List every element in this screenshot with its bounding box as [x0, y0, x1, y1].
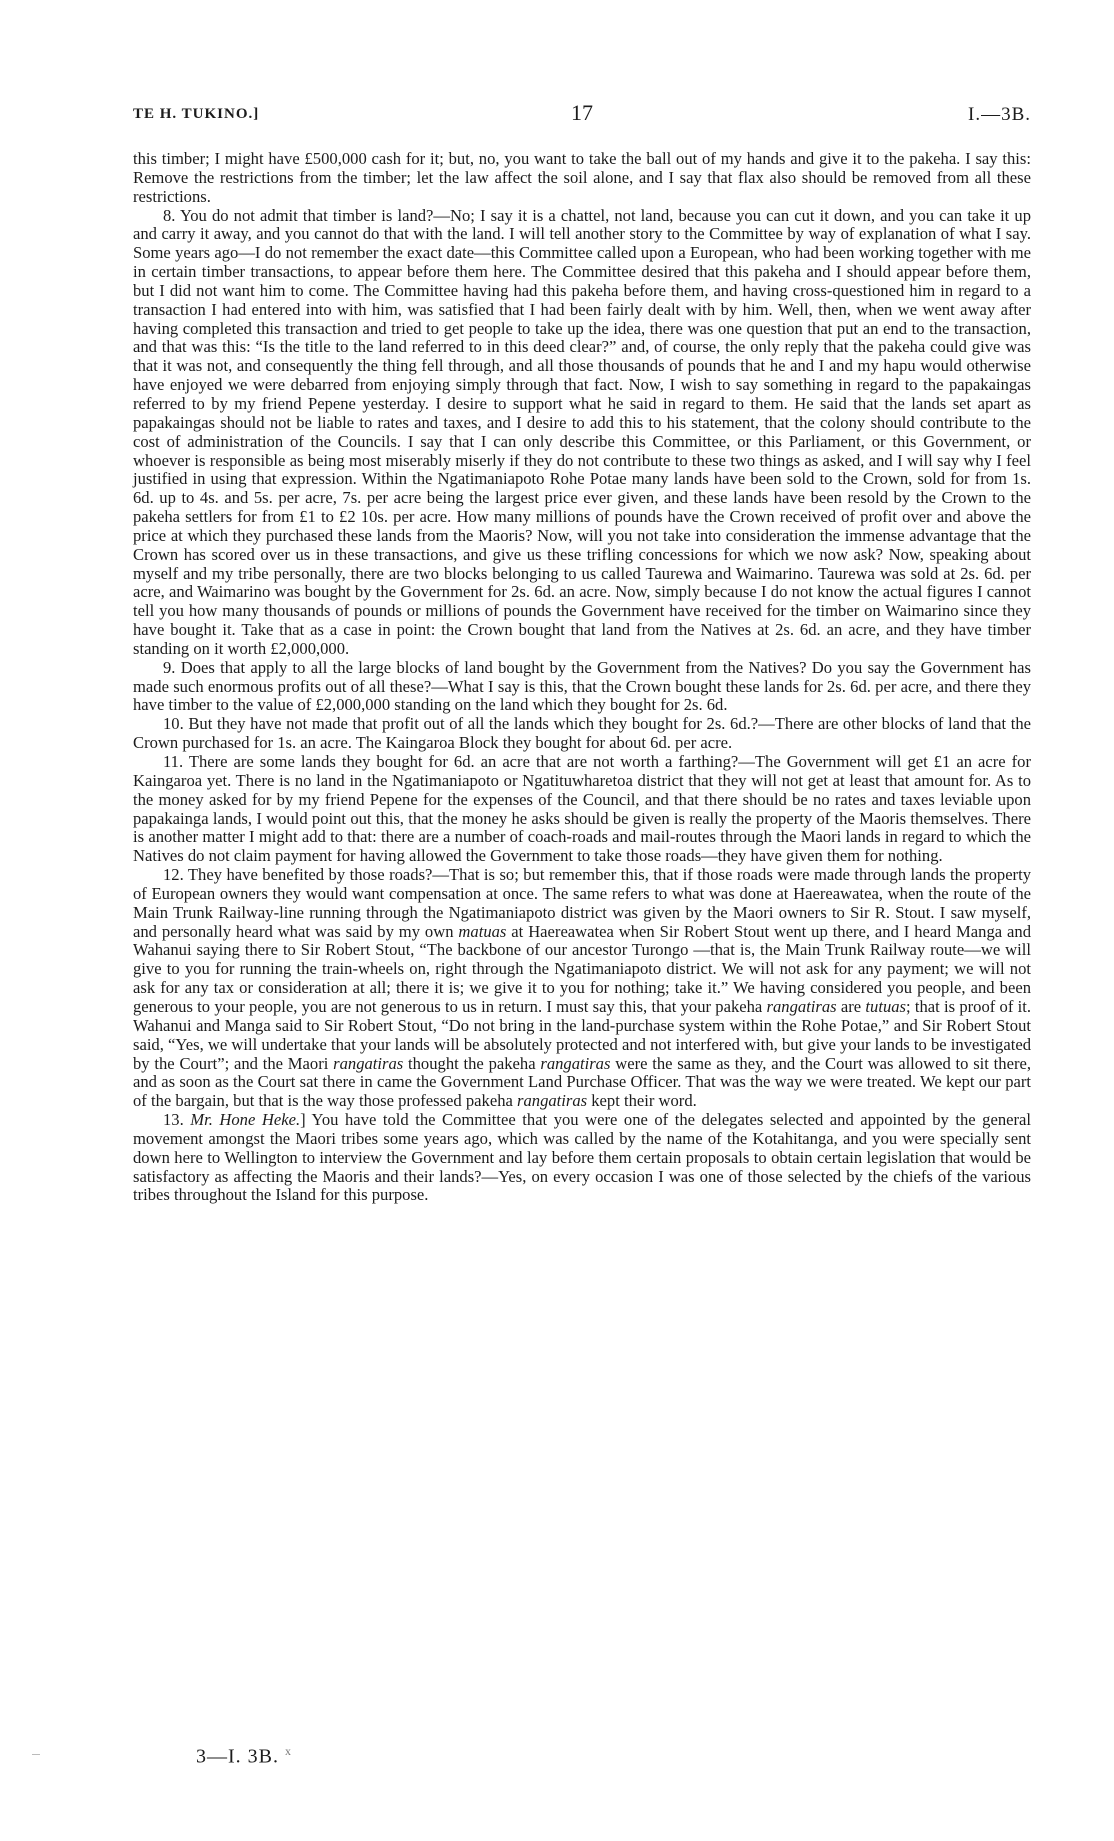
question-8: 8. You do not admit that timber is land?—No; I say it is a chattel, not land, because you can cut it down, and you can take it up and carry it away, and you cannot do that with the land. I will tell another story to the Committee by way of explanation of what I say. Some years ago—I do not remember the exact date—this Committee called upon a European, who had been working together with me in certain timber transactions, to appear before them here. The Committee desired that this pakeha and I should appear before them, but I did not want him to come. The Committee having had this pakeha before them, and having cross-questioned him in regard to a transaction I had entered into with him, was satisfied that I had been fairly dealt with by him. Well, then, when we went away after having completed this transaction and tried to get people to take up the idea, there was one question that put an end to the transaction, and that was this: “Is the title to the land referred to in this deed clear?” and, of course, the only reply that the pakeha could give was that it was not, and consequently the thing fell through, and all those thousands of pounds that he and I and my hapu would otherwise have enjoyed we were debarred from enjoying simply through that fact. Now, I wish to say something in regard to the papakaingas referred to by my friend Pepene yesterday. I desire to support what he said in regard to them. He said that the lands set apart as papakaingas should not be liable to rates and taxes, and I desire to add this to his statement, that the colony should contribute to the cost of administration of the Councils. I say that I can only describe this Committee, or this Parliament, or this Government, or whoever is responsible as being most miserably miserly if they do not contribute to these two things as asked, and I will say why I feel justified in using that expression. Within the Ngatimaniapoto Rohe Potae many lands have been sold to the Crown, sold for from 1s. 6d. up to 4s. and 5s. per acre, 7s. per acre being the largest price ever given, and these lands have been resold by the Crown to the pakeha settlers for from £1 to £2 10s. per acre. How many millions of pounds have the Crown received of profit over and above the price at which they purchased these lands from the Maoris? Now, will you not take into consideration the immense advantage that the Crown has scored over us in these transactions, and give us these trifling concessions for which we now ask? Now, speaking about myself and my tribe personally, there are two blocks belonging to us called Taurewa and Waimarino. Taurewa was sold at 2s. 6d. per acre, and Waimarino was bought by the Government for 2s. 6d. an acre. Now, simply because I do not know the actual figures I cannot tell you how many thousands of pounds or millions of pounds the Government have received for the timber on Waimarino since they have bought it. Take that as a case in point: the Crown bought that land from the Natives at 2s. 6d. an acre, and they have timber standing on it worth £2,000,000. — [133, 205, 1031, 658]
paragraph-continuation: this timber; I might have £500,000 cash for it; but, no, you want to take the ball out of my hands and give it to the pakeha. I say this: Remove the restrictions from the timber; let the law affect the soil alone, and I say that flax also should be removed from all these restrictions. — [133, 149, 1031, 206]
sheet-signature — [196, 1744, 292, 1769]
header-paper-reference: I.—3B. — [968, 104, 1031, 125]
question-13: 13. Mr. Hone Heke.] You have told the Committee that you were one of the delegates selected and appointed by the general movement amongst the Maori tribes some years ago, which was called by the name of the Kotahitanga, and you were specially sent down here to Wellington to interview the Government and lay before them certain proposals to obtain certain legislation that would be satisfactory as affecting the Maoris and their lands?—Yes, on every occasion I was one of those selected by the chiefs of the various tribes throughout the Island for this purpose. — [133, 1110, 1032, 1205]
printer-mark: x — [285, 1744, 292, 1758]
page-number: 17 — [571, 100, 593, 125]
question-12: 12. They have benefited by those roads?—That is so; but remember this, that if those roads were made through lands the property of European owners they would want compensation at once. The same refers to what was done at Haereawatea, when the route of the Main Trunk Railway-line running through the Ngatimaniapoto district was given by the Maori owners to Sir R. Stout. I saw myself, and personally heard what was said by my own matuas at Haereawatea when Sir Robert Stout went up there, and I heard Manga and Wahanui saying there to Sir Robert Stout, “The backbone of our ancestor Turongo —that is, the Main Trunk Railway route—we will give to you for running the train-wheels on, right through the Ngatimaniapoto district. We will not ask for any payment; we will not ask for any tax or consideration at all; there it is; we give it to you for nothing; take it.” We having considered you people, and been generous to your people, you are not generous to us in return. I must say this, that your pakeha rangatiras are tutuas; that is proof of it. Wahanui and Manga said to Sir Robert Stout, “Do not bring in the land-purchase system within the Rohe Potae,” and Sir Robert Stout said, “Yes, we will undertake that your lands will be absolutely protected and not interfered with, but give your lands to be investigated by the Court”; and the Maori rangatiras thought the pakeha rangatiras were the same as they, and the Court was allowed to sit there, and as soon as the Court sat there in came the Government Land Purchase Officer. That was the way we were treated. We kept our part of the bargain, but that is the way those professed pakeha rangatiras kept their word. — [133, 865, 1032, 1111]
evidence-text — [133, 150, 1031, 1205]
question-9: 9. Does that apply to all the large blocks of land bought by the Government from the Natives? Do you say the Government has made such enormous profits out of all these?—What I say is this, that the Crown bought these lands for 2s. 6d. per acre, and there they have timber to the value of £2,000,000 standing on the land which they bought for 2s. 6d. — [133, 657, 1031, 715]
running-header — [133, 100, 1031, 130]
margin-mark — [32, 1754, 40, 1755]
question-10: 10. But they have not made that profit out of all the lands which they bought for 2s. 6d.?—There are other blocks of land that the Crown purchased for 1s. an acre. The Kaingaroa Block they bought for about 6d. per acre. — [133, 714, 1031, 753]
question-11: 11. There are some lands they bought for 6d. an acre that are not worth a farthing?—The Government will get £1 an acre for Kaingaroa yet. There is no land in the Ngatimaniapoto or Ngatituwharetoa district that they will not get at least that amount for. As to the money asked for by my friend Pepene for the expenses of the Council, and that there should be no rates and taxes leviable upon papakainga lands, I would point out this, that the money he asks should be given is really the property of the Maoris themselves. There is another matter I might add to that: there are a number of coach-roads and mail-routes through the Maori lands in regard to which the Natives do not claim payment for having allowed the Government to take those roads—they have given them for nothing. — [133, 752, 1031, 866]
header-witness-name: TE H. TUKINO.] — [133, 106, 260, 122]
signature-text: 3—I. 3B. — [196, 1745, 279, 1768]
